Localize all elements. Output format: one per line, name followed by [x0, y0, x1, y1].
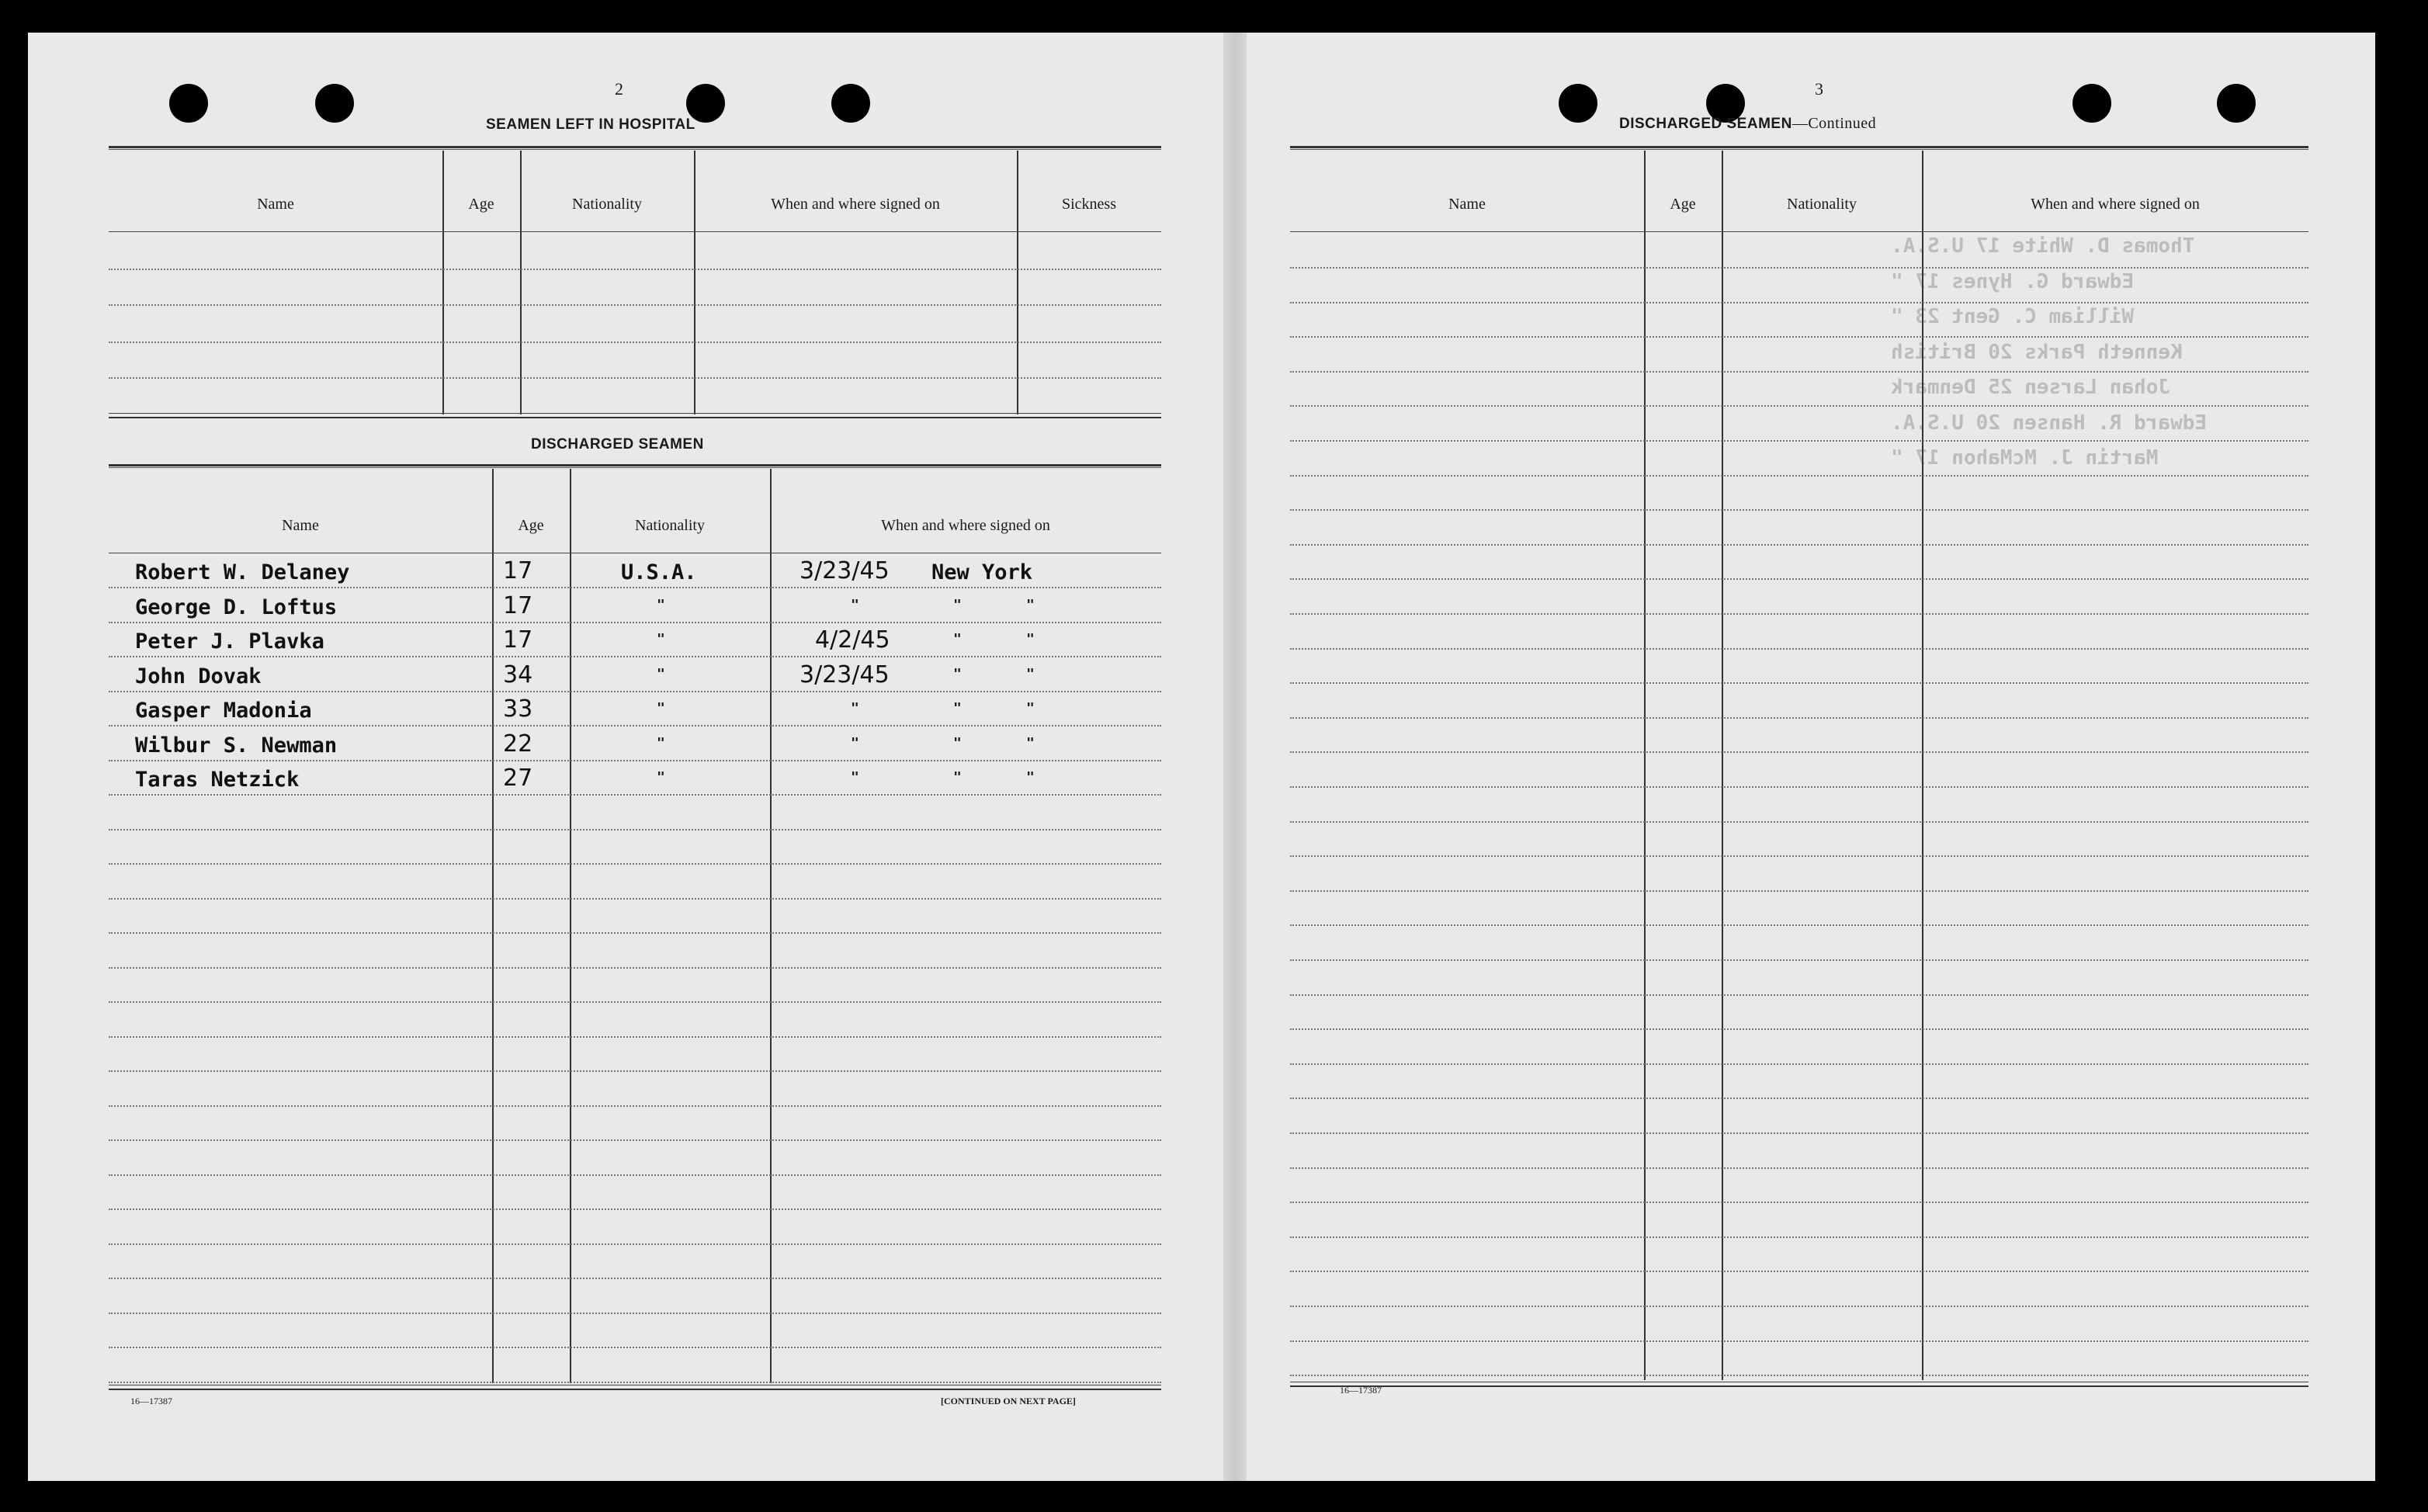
hospital-section-title: SEAMEN LEFT IN HOSPITAL — [486, 116, 695, 133]
nationality-ditto: " — [657, 665, 665, 682]
date-ditto: " — [851, 700, 859, 716]
row-rule — [109, 863, 1161, 865]
header-rule — [1290, 231, 2308, 232]
signed-on-date: 3/23/45 — [800, 557, 890, 584]
hospital-table — [109, 146, 1161, 446]
bleed-through-line: Martin J. McMahon 17 " — [1891, 446, 2159, 470]
column-divider — [442, 151, 444, 414]
discharged-section-title: DISCHARGED SEAMEN — [531, 436, 704, 453]
date-ditto: " — [851, 769, 859, 785]
column-divider — [1722, 151, 1723, 1380]
page-number: 2 — [615, 79, 623, 99]
seaman-age: 17 — [503, 557, 533, 584]
left-page — [28, 33, 1223, 1481]
row-rule — [1290, 1271, 2308, 1272]
column-divider — [1017, 151, 1018, 414]
page-number: 3 — [1815, 79, 1823, 99]
seaman-name: Peter J. Plavka — [135, 629, 324, 654]
row-rule — [1290, 267, 2308, 269]
row-rule — [109, 1070, 1161, 1072]
header-rule — [109, 231, 1161, 232]
row-rule — [1290, 682, 2308, 684]
header-signed-on: When and where signed on — [881, 517, 1050, 534]
row-rule — [1290, 1236, 2308, 1238]
row-rule — [1290, 994, 2308, 996]
row-rule — [1290, 1306, 2308, 1307]
row-rule — [1290, 1098, 2308, 1099]
bleed-through-line: Kenneth Parks 20 British — [1891, 340, 2183, 364]
nationality-ditto: " — [657, 769, 665, 785]
document-sheet — [28, 33, 2375, 1481]
row-rule — [109, 794, 1161, 796]
row-rule — [109, 1382, 1161, 1383]
row-rule — [109, 1139, 1161, 1141]
title-suffix: —Continued — [1792, 115, 1877, 132]
row-rule — [109, 622, 1161, 623]
signed-on-place: New York — [931, 560, 1033, 584]
row-rule — [1290, 405, 2308, 407]
seaman-name: Gasper Madonia — [135, 699, 312, 723]
row-rule — [1290, 1132, 2308, 1134]
row-rule — [1290, 786, 2308, 788]
date-ditto: " — [851, 734, 859, 751]
place-ditto: " — [1026, 665, 1035, 682]
place-ditto: " — [1026, 596, 1035, 613]
row-rule — [1290, 890, 2308, 892]
row-rule — [109, 760, 1161, 761]
row-rule — [109, 377, 1161, 379]
row-rule — [109, 1105, 1161, 1107]
bleed-through-line: Edward R. Hansen 20 U.S.A. — [1891, 411, 2207, 435]
place-ditto: " — [953, 631, 962, 647]
header-signed-on: When and where signed on — [771, 196, 940, 213]
place-ditto: " — [953, 596, 962, 613]
seaman-name: John Dovak — [135, 664, 262, 688]
seaman-age: 27 — [503, 765, 533, 792]
row-rule — [109, 898, 1161, 900]
header-name: Name — [282, 517, 319, 534]
column-divider — [1922, 151, 1923, 1380]
column-divider — [770, 469, 772, 1383]
row-rule — [109, 967, 1161, 969]
row-rule — [109, 1313, 1161, 1314]
row-rule — [1290, 648, 2308, 650]
row-rule — [109, 1278, 1161, 1279]
right-page — [1247, 33, 2375, 1481]
row-rule — [1290, 1028, 2308, 1030]
row-rule — [109, 1001, 1161, 1003]
row-rule — [1290, 855, 2308, 857]
bleed-through-line: Edward G. Hynes 17 " — [1891, 269, 2135, 293]
table-top-rule — [109, 146, 1161, 150]
seaman-name: Wilbur S. Newman — [135, 733, 338, 758]
place-ditto: " — [953, 734, 962, 751]
form-number: 16—17387 — [130, 1396, 172, 1406]
signed-on-date: 3/23/45 — [800, 661, 890, 688]
place-ditto: " — [1026, 769, 1035, 785]
row-rule — [1290, 613, 2308, 615]
header-nationality: Nationality — [572, 196, 642, 213]
row-rule — [109, 1209, 1161, 1210]
row-rule — [109, 1036, 1161, 1038]
column-divider — [520, 151, 522, 414]
table-bottom-rule — [1290, 1382, 2308, 1387]
form-number: 16—17387 — [1340, 1385, 1382, 1396]
row-rule — [109, 656, 1161, 657]
continued-note: [CONTINUED ON NEXT PAGE] — [941, 1396, 1076, 1406]
row-rule — [1290, 475, 2308, 477]
row-rule — [1290, 751, 2308, 753]
column-divider — [694, 151, 695, 414]
punch-hole — [2072, 84, 2111, 123]
row-rule — [1290, 1063, 2308, 1065]
column-divider — [492, 469, 494, 1383]
discharged-continued-table — [1290, 146, 2308, 1411]
nationality-ditto: " — [657, 596, 665, 613]
row-rule — [109, 269, 1161, 270]
row-rule — [1290, 302, 2308, 303]
row-rule — [1290, 336, 2308, 338]
place-ditto: " — [953, 769, 962, 785]
row-rule — [109, 304, 1161, 306]
title-text: DISCHARGED SEAMEN — [1619, 116, 1792, 132]
header-age: Age — [1670, 196, 1696, 213]
row-rule — [109, 691, 1161, 692]
place-ditto: " — [1026, 734, 1035, 751]
seaman-age: 17 — [503, 626, 533, 654]
row-rule — [1290, 371, 2308, 373]
page-gutter — [1223, 33, 1247, 1481]
place-ditto: " — [953, 665, 962, 682]
row-rule — [1290, 1167, 2308, 1169]
seaman-name: George D. Loftus — [135, 595, 338, 619]
row-rule — [1290, 717, 2308, 719]
punch-hole — [315, 84, 354, 123]
header-nationality: Nationality — [1787, 196, 1857, 213]
header-nationality: Nationality — [635, 517, 705, 534]
row-rule — [109, 1174, 1161, 1176]
nationality-ditto: " — [657, 631, 665, 647]
date-ditto: " — [851, 596, 859, 613]
seaman-age: 22 — [503, 730, 533, 758]
seaman-age: 17 — [503, 591, 533, 619]
row-rule — [1290, 1202, 2308, 1203]
seaman-age: 34 — [503, 661, 533, 688]
row-rule — [109, 342, 1161, 343]
row-rule — [1290, 924, 2308, 926]
row-rule — [109, 829, 1161, 831]
table-bottom-rule — [109, 413, 1161, 418]
row-rule — [1290, 440, 2308, 442]
row-rule — [1290, 1375, 2308, 1376]
row-rule — [1290, 509, 2308, 511]
column-divider — [570, 469, 571, 1383]
punch-hole — [1559, 84, 1597, 123]
punch-hole — [2217, 84, 2256, 123]
header-name: Name — [1448, 196, 1486, 213]
table-bottom-rule — [109, 1385, 1161, 1390]
seaman-name: Taras Netzick — [135, 768, 300, 792]
punch-hole — [831, 84, 870, 123]
nationality-ditto: " — [657, 700, 665, 716]
punch-hole — [169, 84, 208, 123]
row-rule — [109, 1243, 1161, 1245]
seaman-age: 33 — [503, 695, 533, 723]
header-age: Age — [518, 517, 544, 534]
row-rule — [109, 1347, 1161, 1348]
row-rule — [1290, 959, 2308, 961]
table-top-rule — [1290, 146, 2308, 150]
bleed-through-line: William C. Gent 23 " — [1891, 305, 2135, 328]
row-rule — [109, 932, 1161, 934]
header-name: Name — [257, 196, 294, 213]
row-rule — [1290, 821, 2308, 823]
place-ditto: " — [1026, 700, 1035, 716]
seaman-nationality: U.S.A. — [621, 560, 697, 584]
column-divider — [1644, 151, 1646, 1380]
bleed-through-line: Johan Larsen 25 Denmark — [1891, 376, 2171, 399]
signed-on-date: 4/2/45 — [815, 626, 890, 654]
row-rule — [1290, 544, 2308, 546]
header-signed-on: When and where signed on — [2031, 196, 2200, 213]
row-rule — [1290, 578, 2308, 580]
row-rule — [1290, 1340, 2308, 1342]
nationality-ditto: " — [657, 734, 665, 751]
table-top-rule — [109, 464, 1161, 468]
bleed-through-line: Thomas D. White 17 U.S.A. — [1891, 234, 2195, 258]
row-rule — [109, 587, 1161, 588]
place-ditto: " — [1026, 631, 1035, 647]
discharged-continued-title — [1619, 115, 1876, 133]
discharged-table — [109, 464, 1161, 1419]
place-ditto: " — [953, 700, 962, 716]
seaman-name: Robert W. Delaney — [135, 560, 350, 584]
row-rule — [109, 725, 1161, 727]
header-sickness: Sickness — [1062, 196, 1116, 213]
header-age: Age — [468, 196, 494, 213]
